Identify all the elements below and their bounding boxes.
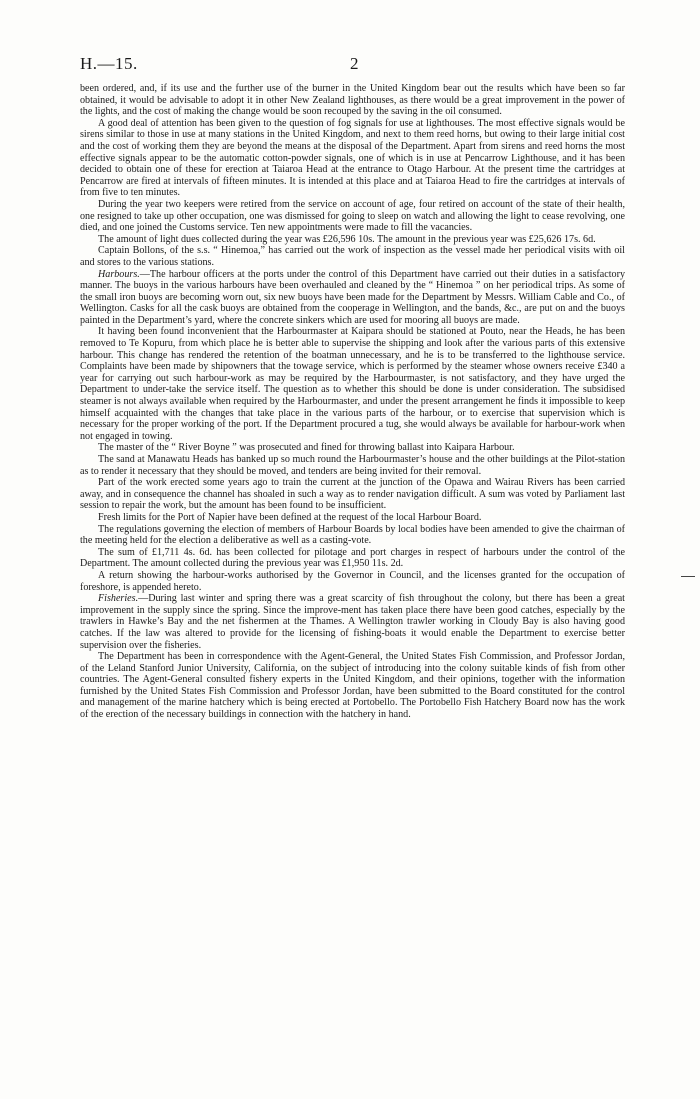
paragraph: During the year two keepers were retired from the service on account of age, four retired on account of the state of their health, one resigned to take up other occupation, one was dismissed for going to sleep on watch and allowing the light to cease revolving, one died, and one joined the Customs service. Ten new appointments were made to fill the vacancies. — [80, 198, 625, 234]
margin-mark — [681, 576, 695, 577]
document-reference: H.—15. — [80, 54, 138, 73]
section-heading-harbours: Harbours. — [98, 268, 140, 280]
body-text — [80, 83, 625, 721]
paragraph-harbours: Harbours.—The harbour officers at the ports under the control of this Department have carried out their duties in a satisfactory manner. The buoys in the various harbours have been overhauled and cleaned by the “ Hinemoa ” on her periodical trips. As some of the small iron buoys are becoming worn out, six new buoys have been made for the Department by Messrs. William Cable and Co., of Wellington. Casks for all the cask buoys are obtained from the cooperage in Wellington, and the bands, &c., are put on and the buoys painted in the Department’s yard, where the concrete sinkers which are used for mooring all buoys are made. — [80, 268, 625, 326]
page-header — [80, 54, 620, 76]
paragraph: The master of the “ River Boyne ” was prosecuted and fined for throwing ballast into Kaipara Harbour. — [98, 442, 515, 454]
paragraph: The sum of £1,711 4s. 6d. has been collected for pilotage and port charges in respect of harbours under the control of the Department. The amount collected during the previous year was £1,950 11s. 2d. — [80, 546, 625, 570]
paragraph: been ordered, and, if its use and the further use of the burner in the United Kingdom bear out the results which have been so far obtained, it would be advisable to adopt it in other New Zealand lighthouses, as there would be a great improvement in the power of the lights, and the cost of making the change would be soon recouped by the saving in the oil consumed. — [80, 83, 625, 118]
paragraph: The sand at Manawatu Heads has banked up so much round the Harbourmaster’s house and the other buildings at the Pilot-station as to render it necessary that they should be moved, and tenders are being invited for their removal. — [80, 454, 625, 477]
paragraph: Captain Bollons, of the s.s. “ Hinemoa,” has carried out the work of inspection as the vessel made her periodical visits with oil and stores to the various stations. — [80, 245, 625, 268]
paragraph: A return showing the harbour-works authorised by the Governor in Council, and the licenses granted for the occupation of foreshore, is appended hereto. — [80, 569, 625, 593]
paragraph: Part of the work erected some years ago to train the current at the junction of the Opawa and Wairau Rivers has been carried away, and in consequence the channel has shoaled in such a way as to render navigation difficult. A sum was voted by Parliament last session to repair the work, but the amount has been found to be insufficient. — [80, 477, 625, 512]
paragraph: The amount of light dues collected during the year was £26,596 10s. The amount in the previous year was £25,626 17s. 6d. — [98, 233, 596, 245]
page-number: 2 — [350, 54, 359, 73]
paragraph: The Department has been in correspondence with the Agent-General, the United States Fish Commission, and Professor Jordan, of the Leland Stanford Junior University, California, on the subject of introducing into the colony suitable kinds of fish from other countries. The Agent-General consulted fishery experts in the United Kingdom, and their opinions, together with the information furnished by the United States Fish Commission and Professor Jordan, have been submitted to the Board constituted for the control and management of the marine hatchery which is being erected at Portobello. The Portobello Fish Hatchery Board now has the work of the erection of the necessary buildings in connection with the hatchery in hand. — [80, 651, 625, 721]
paragraph: Fresh limits for the Port of Napier have been defined at the request of the local Harbour Board. — [98, 511, 482, 523]
section-heading-fisheries: Fisheries. — [98, 593, 139, 605]
paragraph: It having been found inconvenient that the Harbourmaster at Kaipara should be stationed at Pouto, near the Heads, he has been removed to Te Kopuru, from which place he is better able to supervise the shipping and look after the various parts of this extensive harbour. This change has rendered the retention of the boatman unnecessary, and he is to be transferred to the lighthouse service. Complaints have been made by shipowners that the towage service, which is performed by the steamer whose owners receive £340 a year for carrying out such harbour-work as may be required by the Harbourmaster, is not satisfactory, and they have urged the Department to under-take the service itself. The question as to whether this should be done is under consideration. The subsidised steamer is not always available when required by the Harbourmaster, and under the present arrangement he finds it impossible to keep himself acquainted with the changes that take place in the various parts of the harbour, or to exercise that supervision which is necessary for the proper working of the port. If the Department procured a tug, she would always be available for harbour-work when not engaged in towing. — [80, 326, 625, 442]
paragraph: The regulations governing the election of members of Harbour Boards by local bodies have been amended to give the chairman of the meeting held for the election a deliberative as well as a casting-vote. — [80, 523, 625, 547]
paragraph: A good deal of attention has been given to the question of fog signals for use at lighthouses. The most effective signals would be sirens similar to those in use at many stations in the United Kingdom, and next to them reed horns, but owing to their large initial cost and the cost of working them they are beyond the means at the disposal of the Department. Apart from sirens and reed horns the most effective signals appear to be the automatic cotton-powder signals, one of which is in use at Pencarrow Lighthouse, and it has been decided to obtain one of these for erection at Taiaroa Head at the entrance to Otago Harbour. At the present time the cartridges at Pencarrow are fired at intervals of fifteen minutes. It is intended at this place and at Taiaroa Head to fire the cartridges at intervals of from five to ten minutes. — [80, 117, 625, 199]
paragraph-fisheries: Fisheries.—During last winter and spring there was a great scarcity of fish throughout the colony, but there has been a great improvement in the supply since the spring. Since the improve-ment has taken place there have been good catches, especially by the trawlers in Hawke’s Bay and the net fishermen at the Thames. A Wellington trawler working in Cloudy Bay is also having good catches. If the law was altered to provide for the licensing of fishing-boats it would enable the Department to exercise better supervision over the fisheries. — [80, 593, 625, 651]
